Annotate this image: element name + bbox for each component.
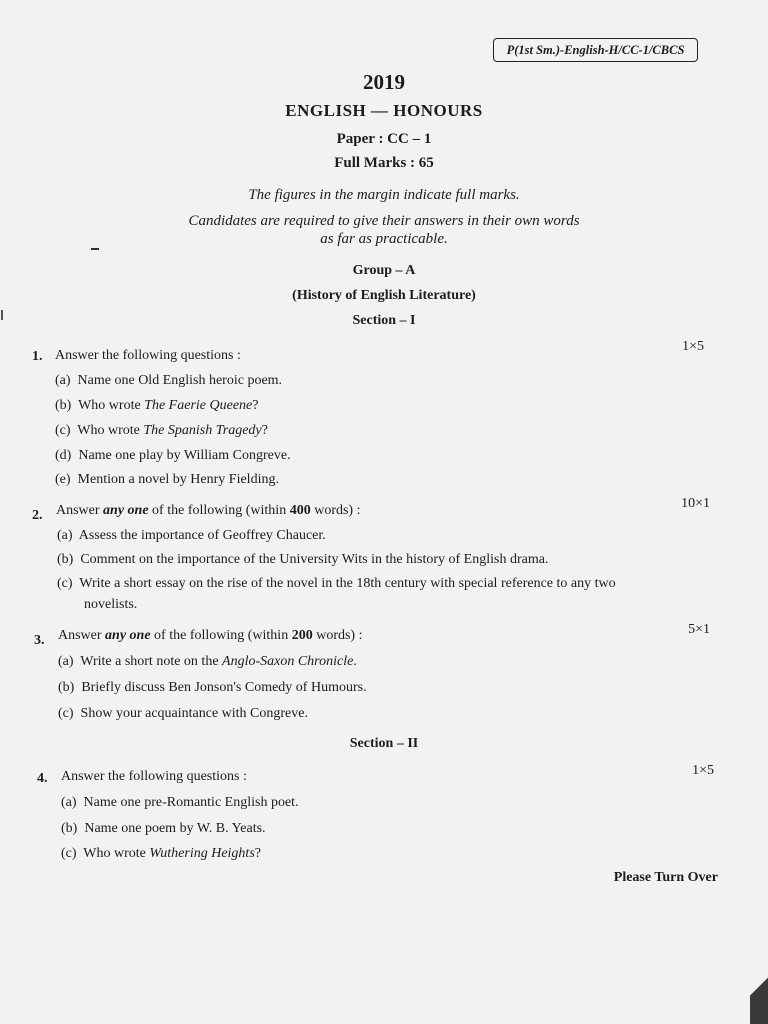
question-prompt: Answer the following questions : [55,348,241,363]
question-marks: 10×1 [681,496,710,511]
list-item: (a) Write a short note on the Anglo-Saxon Chronicle. [58,654,357,669]
paper-label: Paper : CC – 1 [336,131,432,147]
list-item: (a) Name one pre-Romantic English poet. [61,795,299,810]
group-title: Group – A [352,263,416,278]
list-item: (a) Assess the importance of Geoffrey Chaucer. [57,528,326,543]
section-1-title: Section – I [352,313,416,328]
instruction-line-3: as far as practicable. [320,231,448,247]
list-item: (c) Write a short essay on the rise of the novel in the 18th century with special reference to any two [57,576,616,591]
list-item: (c) Who wrote The Spanish Tragedy? [55,423,268,438]
exam-year: 2019 [363,70,405,94]
question-number: 1. [32,349,43,364]
question-marks: 1×5 [682,339,704,354]
question-prompt: Answer any one of the following (within 400 words) : [56,503,361,518]
full-marks: Full Marks : 65 [334,155,434,171]
question-number: 2. [32,508,43,523]
list-item-continuation: novelists. [84,597,138,612]
list-item: (a) Name one Old English heroic poem. [55,373,283,388]
please-turn-over: Please Turn Over [613,870,718,885]
list-item: (b) Briefly discuss Ben Jonson's Comedy of Humours. [58,680,367,695]
list-item: (b) Comment on the importance of the University Wits in the history of English drama. [57,552,549,567]
stray-pen-mark [91,248,99,250]
question-number: 3. [34,633,45,648]
list-item: (c) Who wrote Wuthering Heights? [61,846,261,861]
question-marks: 5×1 [688,622,710,637]
section-2-title: Section – II [349,736,419,751]
group-subtitle: (History of English Literature) [292,288,476,303]
question-number: 4. [37,771,48,786]
list-item: (e) Mention a novel by Henry Fielding. [55,472,279,487]
paper-code: P(1st Sm.)-English-H/CC-1/CBCS [506,42,685,57]
question-prompt: Answer any one of the following (within 200 words) : [58,628,363,643]
instruction-line-2: Candidates are required to give their answers in their own words [188,213,580,229]
question-prompt: Answer the following questions : [61,769,247,784]
paper-code-box [493,38,698,62]
list-item: (b) Who wrote The Faerie Queene? [55,398,259,413]
subject-title: ENGLISH — HONOURS [285,101,483,120]
list-item: (c) Show your acquaintance with Congreve. [58,706,308,721]
instruction-line-1: The figures in the margin indicate full marks. [248,187,520,203]
page-corner-shadow [750,964,768,1024]
list-item: (b) Name one poem by W. B. Yeats. [61,821,266,836]
list-item: (d) Name one play by William Congreve. [55,448,291,463]
question-marks: 1×5 [692,763,714,778]
